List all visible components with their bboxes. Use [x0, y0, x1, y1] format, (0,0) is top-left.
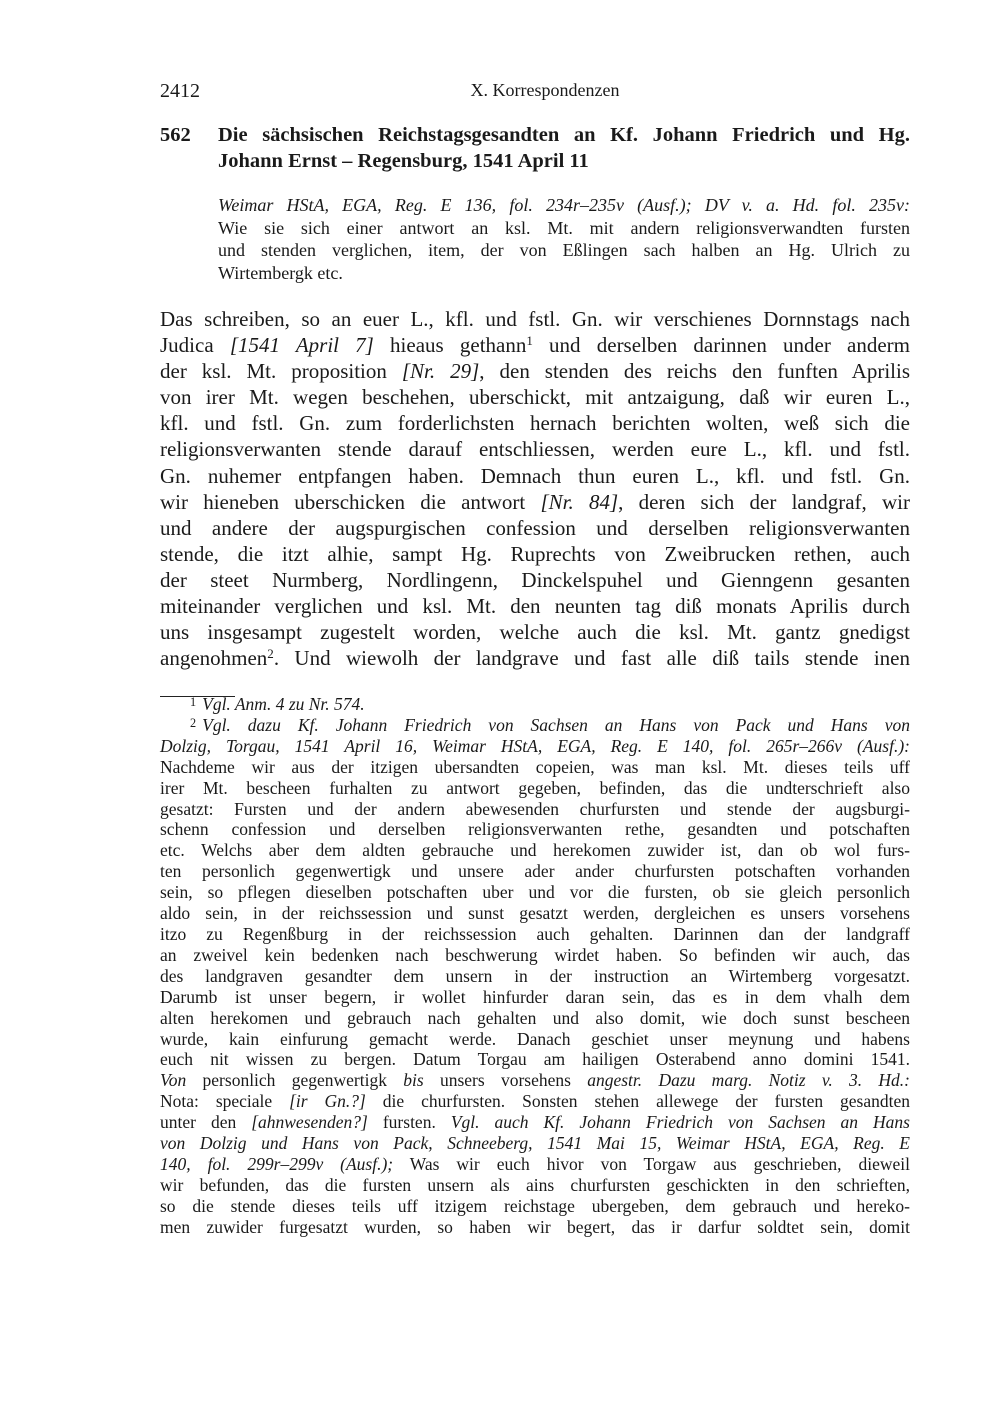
- footnote-2-line: Nota: speciale [ir Gn.?] die churfursten. Sonsten stehen allewege der fursten gesandten: [160, 1091, 911, 1112]
- running-title: X. Korrespondenzen: [470, 80, 620, 100]
- footnote-2-line: ten personlich gegenwertigk und unsere ader ander churfursten potschaften vorhanden: [160, 861, 910, 882]
- running-head: [160, 80, 910, 106]
- footnote-2-line: alten herekomen und gebrauch nach gehalten und also domit, wie doch sunst bescheen: [160, 1007, 910, 1028]
- archival-reference: Weimar HStA, EGA, Reg. E 136, fol. 234r–235v (Ausf.); DV v. a. Hd. fol. 235v:: [218, 195, 910, 215]
- footnote-2-line: 140, fol. 299r–299v (Ausf.); Was wir euch hivor von Torgaw aus geschrieben, dieweil: [160, 1153, 910, 1174]
- footnote-2-line: etc. Welchs aber dem aldten gebrauche und herekomen zuwider ist, dan ob wol furs-: [160, 840, 910, 861]
- text-line: Gn. nuhemer entpfangen haben. Demnach thun euren L., kfl. und fstl. Gn.: [160, 463, 910, 488]
- footnote-2-line: aldo sein, in der reichssession und sunst gesatzt werden, dergleichen es unsers vorsehens: [160, 903, 910, 924]
- text-line: und andere der augspurgischen confession und derselben religionsverwanten: [160, 515, 910, 540]
- footnotes: [160, 694, 910, 1238]
- text-line: uns insgesampt zugestelt worden, welche auch die ksl. Mt. gantz gnedigst: [160, 620, 910, 645]
- footnote-1: $^1$ Vgl. Anm. 4 zu Nr. 574.: [190, 694, 365, 714]
- footnote-2-line: Nachdeme wir aus der itzigen ubersandten copeien, was man ksl. Mt. dieses teils uff: [160, 756, 910, 777]
- text-line: religionsverwanten stende darauf entschliessen, werden eure L., kfl. und fstl.: [160, 437, 910, 462]
- entry-number: 562: [160, 124, 191, 146]
- footnote-2-line: $^2$ Vgl. dazu Kf. Johann Friedrich von Sachsen an Hans von Pack und Hans von: [190, 714, 910, 735]
- footnote-mark: 2: [190, 715, 197, 730]
- main-text: [160, 306, 910, 671]
- footnote-2-line: schenn confession und derselben religionsverwanten rethe, gesandten und potschaften: [160, 819, 910, 840]
- footnote-2-line: des landgraven gesandter dem unsern in der instruction an Wirtemberg vorgesatzt.: [160, 965, 910, 986]
- footnote-2-line: gesatzt: Fursten und der andern abewesenden churfursten und stende der augsburgi-: [160, 798, 910, 819]
- entry-title-line: Die sächsischen Reichstagsgesandten an Kf. Johann Friedrich und Hg.: [218, 124, 910, 146]
- footnote-2-line: itzo zu Regenßburg in der reichssession auch gehalten. Darinnen dan der landgraff: [160, 923, 910, 944]
- footnote-2-line: Darumb ist unser begern, ir wollet hinfurder daran sein, das es in dem vhalh dem: [160, 986, 910, 1007]
- dorsal-note-line: Wie sie sich einer antwort an ksl. Mt. mit andern religionsverwandten fursten: [218, 217, 910, 238]
- footnote-2-line: euch nit wissen zu bergen. Datum Torgau am hailigen Osterabend anno domini 1541.: [160, 1049, 910, 1070]
- footnote-2-line: so die stende dieses teils uff itzigem reichstage ubergeben, dem gebrauch und hereko-: [160, 1195, 910, 1216]
- text-line: der steet Nurmberg, Nordlingenn, Dinckelspuhel und Gienngenn gesanten: [160, 567, 910, 592]
- footnote-2-line: sein, so pflegen dieselben potschaften uber und vor die fursten, ob sie gleich personlich: [160, 882, 910, 903]
- source-note: [218, 194, 910, 284]
- footnote-ref-2[interactable]: 2: [267, 646, 274, 662]
- cross-reference: [Nr. 29]: [401, 359, 480, 384]
- text-line: von irer Mt. wegen beschehen, uberschickt, mit antzaigung, daß wir euren L.,: [160, 385, 910, 410]
- footnote-ref-1[interactable]: 1: [526, 332, 533, 348]
- footnote-2-line: an zweivel kein bedenken nach beschwerung wirdet haben. So befinden wir auch, das: [160, 944, 910, 965]
- dorsal-note-line: Wirtembergk etc.: [218, 262, 343, 283]
- text-line: kfl. und fstl. Gn. zum forderlichsten hernach berichten wolten, weß sich die: [160, 411, 910, 436]
- footnote-2-line: von Dolzig und Hans von Pack, Schneeberg, 1541 Mai 15, Weimar HStA, EGA, Reg. E: [160, 1133, 910, 1154]
- text-line: der ksl. Mt. proposition [Nr. 29], den stenden des reichs den funften Aprilis: [160, 359, 911, 384]
- footnote-2-line: wir befunden, das die fursten unsern als ains churfursten geschickten in den schrieften,: [160, 1174, 910, 1195]
- text-line: angenohmen$^2$. Und wiewolh der landgrave und fast alle diß tails stende inen: [160, 646, 910, 671]
- entry-title: [218, 122, 910, 174]
- footnote-2-line: men zuwider furgesatzt wurden, so haben wir begert, das ir darfur soldtet sein, domit: [160, 1216, 910, 1237]
- footnote-mark: 1: [190, 694, 197, 709]
- entry-title-line: Johann Ernst – Regensburg, 1541 April 11: [218, 150, 589, 172]
- footnote-2-line: wurde, kain einfurung gemacht werde. Danach geschiet unser meynung und habens: [160, 1028, 910, 1049]
- text-line: Das schreiben, so an euer L., kfl. und fstl. Gn. wir verschienes Dornnstags nach: [160, 307, 910, 331]
- text-line: miteinander verglichen und ksl. Mt. den neunten tag diß monats Aprilis durch: [160, 594, 910, 619]
- cross-reference: [Nr. 84]: [540, 489, 619, 514]
- footnote-2-line: irer Mt. bescheen furhalten zu antwort gegeben, befinden, das die undterschrieft also: [160, 777, 910, 798]
- dorsal-note-line: und stenden verglichen, item, der von Eßlingen sach halben an Hg. Ulrich zu: [218, 240, 910, 260]
- page-number: 2412: [160, 80, 200, 102]
- text-line: Judica [1541 April 7] hieaus gethann$^1$ und derselben darinnen under anderm: [160, 332, 911, 358]
- footnote-2-line: Von personlich gegenwertigk bis unsers vorsehens angestr. Dazu marg. Notiz v. 3. Hd.:: [160, 1070, 911, 1091]
- footnote-2-line: unter den [ahnwesenden?] fursten. Vgl. auch Kf. Johann Friedrich von Sachsen an Hans: [160, 1112, 910, 1133]
- footnote-2-line: Dolzig, Torgau, 1541 April 16, Weimar HStA, EGA, Reg. E 140, fol. 265r–266v (Ausf.):: [160, 735, 910, 756]
- text-line: wir hieneben uberschicken die antwort [Nr. 84], deren sich der landgraf, wir: [160, 489, 910, 514]
- text-line: stende, die itzt alhie, sampt Hg. Ruprechts von Zweibrucken rethen, auch: [160, 541, 910, 566]
- editorial-date: [1541 April 7]: [229, 333, 374, 358]
